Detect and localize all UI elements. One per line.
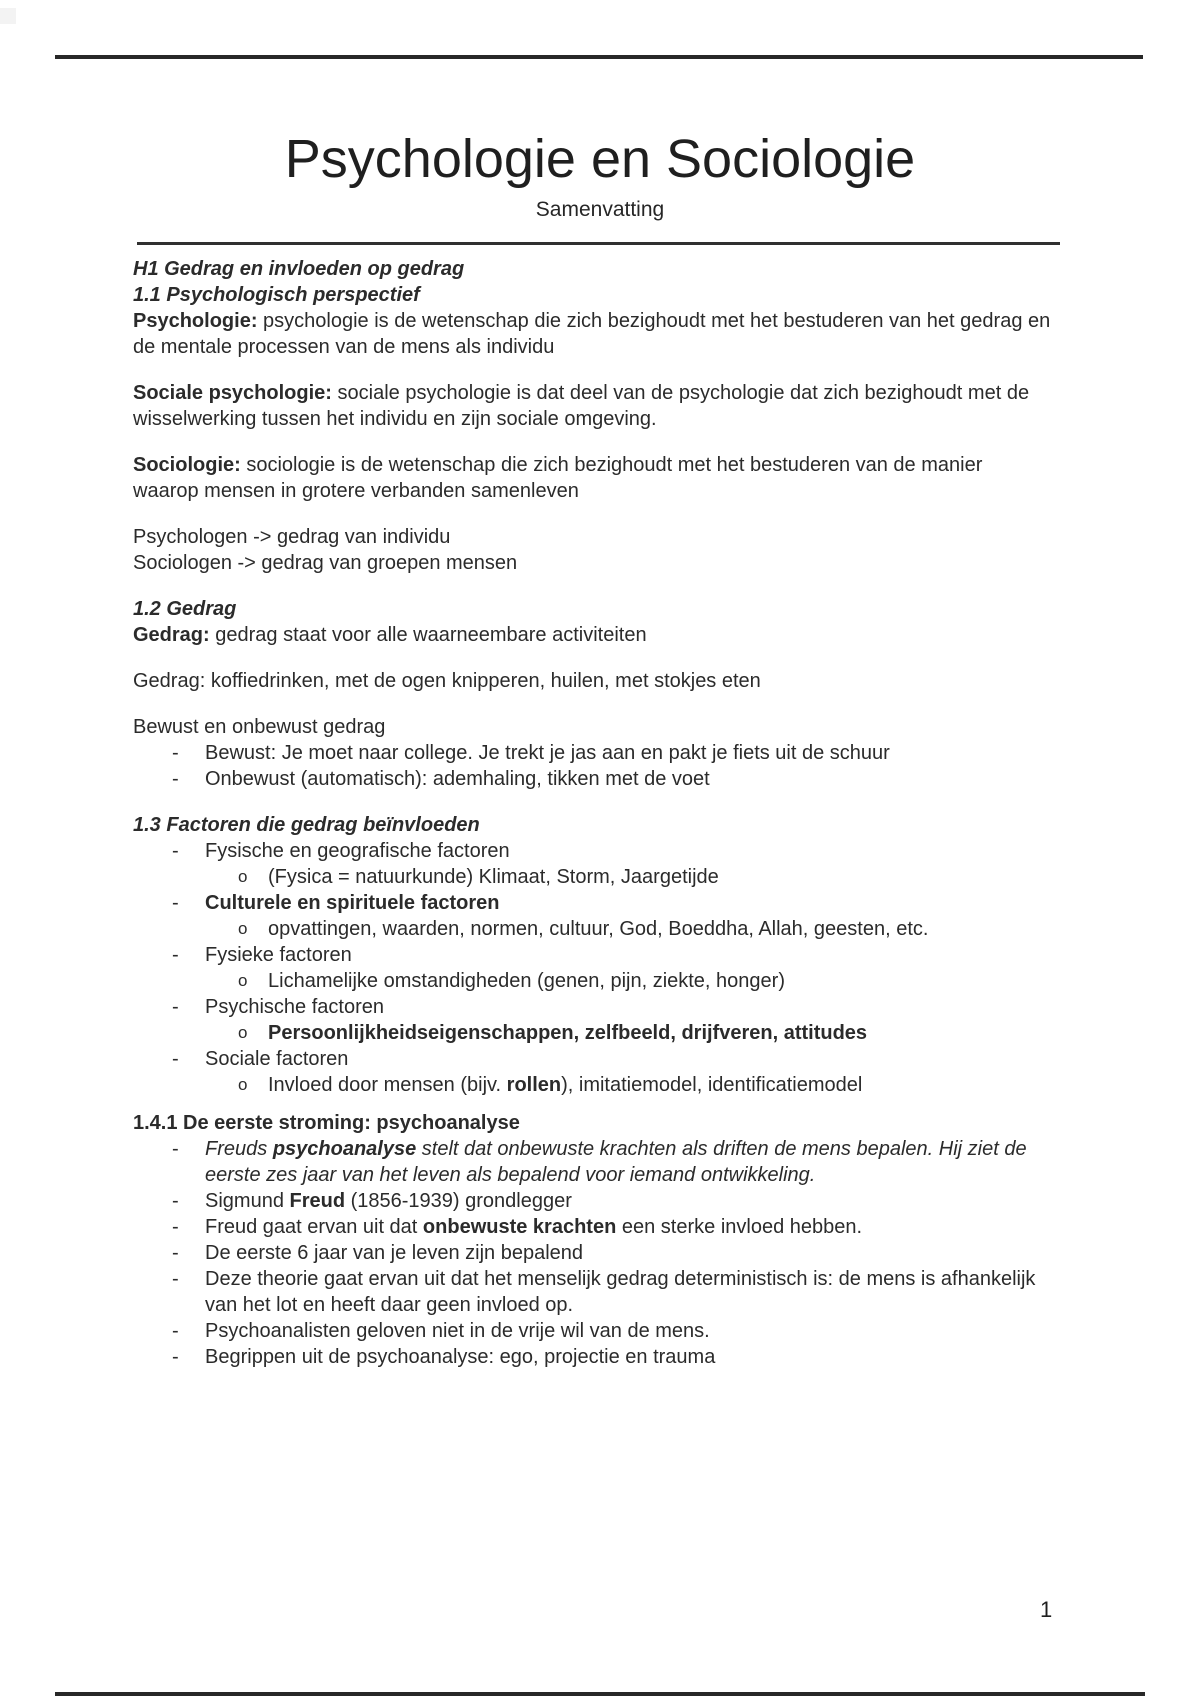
list-item-text (205, 890, 1073, 916)
list-marker: - (172, 1190, 179, 1212)
list-item-text (205, 1046, 1073, 1072)
text-run: 1.2 Gedrag (133, 598, 237, 620)
section-heading (133, 282, 1073, 308)
text-run: gedrag staat voor alle waarneembare activiteiten (209, 624, 647, 646)
paragraph-gap (133, 576, 1073, 596)
list-marker: o (238, 971, 248, 990)
text-run: Gedrag: (133, 624, 210, 646)
text-run: psychoanalyse (272, 1138, 417, 1160)
sub-list-item (133, 1072, 1073, 1098)
list-marker: o (238, 919, 248, 938)
list-item-text (268, 1020, 1073, 1046)
text-run: Psychologie: (133, 310, 258, 332)
scan-corner-artifact (0, 8, 16, 24)
list-item-text (205, 838, 1073, 864)
text-run: Sociale psychologie: (133, 382, 332, 404)
paragraph (133, 380, 1073, 432)
list-item-text (205, 1266, 1073, 1318)
text-run: Sociologie: (133, 454, 241, 476)
text-run: Fysieke factoren (205, 944, 352, 966)
text-run: De eerste 6 jaar van je leven zijn bepalend (205, 1242, 584, 1264)
list-marker: - (172, 1216, 179, 1238)
list-marker: - (172, 1268, 179, 1290)
text-run: Fysische en geografische factoren (205, 840, 510, 862)
list-item (133, 1188, 1073, 1214)
text-run: opvattingen, waarden, normen, cultuur, God, Boeddha, Allah, geesten, etc. (268, 918, 929, 940)
list-marker: - (172, 944, 179, 966)
text-run: 1.1 Psychologisch perspectief (133, 284, 420, 306)
text-run: Begrippen uit de psychoanalyse: ego, projectie en trauma (205, 1346, 716, 1368)
list-item (133, 1344, 1073, 1370)
list-item (133, 1136, 1073, 1188)
paragraph (133, 668, 1073, 694)
list-marker: o (238, 1075, 248, 1094)
text-run: Culturele en spirituele factoren (205, 892, 500, 914)
list-item-text (205, 1188, 1073, 1214)
paragraph-gap (133, 648, 1073, 668)
list-item-text (205, 1318, 1073, 1344)
list-marker: - (172, 840, 179, 862)
document-content (133, 256, 1073, 1370)
list-marker: o (238, 1023, 248, 1042)
list-item-text (205, 1136, 1073, 1188)
list-item-text (205, 942, 1073, 968)
list-marker: o (238, 867, 248, 886)
section-heading (133, 812, 1073, 838)
top-rule (55, 55, 1143, 59)
sub-list-item (133, 864, 1073, 890)
text-run: Onbewust (automatisch): ademhaling, tikken met de voet (205, 768, 710, 790)
text-run: ), imitatiemodel, identificatiemodel (561, 1074, 863, 1096)
text-run: Freuds (205, 1138, 273, 1160)
text-run: onbewuste krachten (422, 1216, 617, 1238)
list-marker: - (172, 742, 179, 764)
list-item-text (205, 740, 1073, 766)
list-item (133, 740, 1073, 766)
list-item (133, 1266, 1073, 1318)
section-heading (133, 256, 1073, 282)
paragraph (133, 452, 1073, 504)
list-marker: - (172, 1242, 179, 1264)
paragraph-gap (133, 432, 1073, 452)
text-run: Bewust: Je moet naar college. Je trekt je jas aan en pakt je fiets uit de schuur (205, 742, 890, 764)
paragraph-gap (133, 694, 1073, 714)
sub-list-item (133, 1020, 1073, 1046)
text-run: sociale psychologie is dat deel van de psychologie dat zich bezighoudt met de wisselwerking tussen het individu en zijn sociale omgeving. (133, 382, 1030, 430)
text-run: Bewust en onbewust gedrag (133, 716, 386, 738)
page-subtitle: Samenvatting (535, 198, 665, 221)
text-run: een sterke invloed hebben. (616, 1216, 863, 1238)
list-item (133, 1240, 1073, 1266)
paragraph (133, 622, 1073, 648)
list-marker: - (172, 1138, 179, 1160)
text-run: 1.3 Factoren die gedrag beïnvloeden (133, 814, 480, 836)
paragraph (133, 524, 1073, 550)
list-item (133, 942, 1073, 968)
page-number: 1 (1040, 1597, 1053, 1622)
list-marker: - (172, 1048, 179, 1070)
text-run: (1856-1939) grondlegger (345, 1190, 572, 1212)
bottom-rule (55, 1692, 1145, 1696)
section-heading (133, 596, 1073, 622)
section-heading (133, 1110, 1073, 1136)
text-run: Psychische factoren (205, 996, 384, 1018)
list-marker: - (172, 1346, 179, 1368)
list-item (133, 766, 1073, 792)
list-item (133, 890, 1073, 916)
list-item-text (205, 994, 1073, 1020)
list-item-text (205, 1240, 1073, 1266)
list-item-text (268, 864, 1073, 890)
text-run: stelt dat onbewuste krachten als driften de mens bepalen. Hij ziet de eerste zes jaar van het leven als bepalend voor iemand ontwikkeling. (205, 1138, 1027, 1186)
text-run: Sociologen -> gedrag van groepen mensen (133, 552, 518, 574)
text-run: Freud gaat ervan uit dat (205, 1216, 423, 1238)
text-run: Psychologen -> gedrag van individu (133, 526, 451, 548)
text-run: Freud (289, 1190, 346, 1212)
list-item (133, 994, 1073, 1020)
list-item-text (205, 766, 1073, 792)
text-run: 1.4.1 De eerste stroming: psychoanalyse (133, 1112, 520, 1134)
list-item-text (268, 1072, 1073, 1098)
text-run: (Fysica = natuurkunde) Klimaat, Storm, Jaargetijde (268, 866, 719, 888)
text-run: Gedrag: koffiedrinken, met de ogen knipperen, huilen, met stokjes eten (133, 670, 761, 692)
sub-list-item (133, 968, 1073, 994)
paragraph-gap (133, 792, 1073, 812)
text-run: Sociale factoren (205, 1048, 349, 1070)
list-item-text (268, 916, 1073, 942)
text-run: sociologie is de wetenschap die zich bezighoudt met het bestuderen van de manier waarop mensen in grotere verbanden samenleven (133, 454, 983, 502)
title-rule (137, 242, 1060, 245)
text-run: Lichamelijke omstandigheden (genen, pijn, ziekte, honger) (268, 970, 785, 992)
paragraph-gap (133, 360, 1073, 380)
page-title: Psychologie en Sociologie (284, 129, 916, 189)
list-marker: - (172, 768, 179, 790)
text-run: rollen (506, 1074, 562, 1096)
text-run: psychologie is de wetenschap die zich bezighoudt met het bestuderen van het gedrag en de mentale processen van de mens als individu (133, 310, 1051, 358)
text-run: Sigmund (205, 1190, 290, 1212)
paragraph-gap (133, 1098, 1073, 1110)
list-item (133, 1046, 1073, 1072)
list-item (133, 838, 1073, 864)
list-item-text (205, 1344, 1073, 1370)
list-marker: - (172, 996, 179, 1018)
sub-list-item (133, 916, 1073, 942)
paragraph (133, 714, 1073, 740)
list-marker: - (172, 1320, 179, 1342)
text-run: Persoonlijkheidseigenschappen, zelfbeeld, drijfveren, attitudes (268, 1022, 868, 1044)
text-run: Deze theorie gaat ervan uit dat het menselijk gedrag deterministisch is: de mens is afhankelijk van het lot en heeft daar geen invloed op. (205, 1268, 1036, 1316)
text-run: Psychoanalisten geloven niet in de vrije wil van de mens. (205, 1320, 710, 1342)
paragraph (133, 550, 1073, 576)
list-marker: - (172, 892, 179, 914)
text-run: Invloed door mensen (bijv. (268, 1074, 507, 1096)
list-item-text (268, 968, 1073, 994)
text-run: H1 Gedrag en invloeden op gedrag (133, 258, 465, 280)
paragraph (133, 308, 1073, 360)
list-item (133, 1318, 1073, 1344)
list-item (133, 1214, 1073, 1240)
list-item-text (205, 1214, 1073, 1240)
paragraph-gap (133, 504, 1073, 524)
